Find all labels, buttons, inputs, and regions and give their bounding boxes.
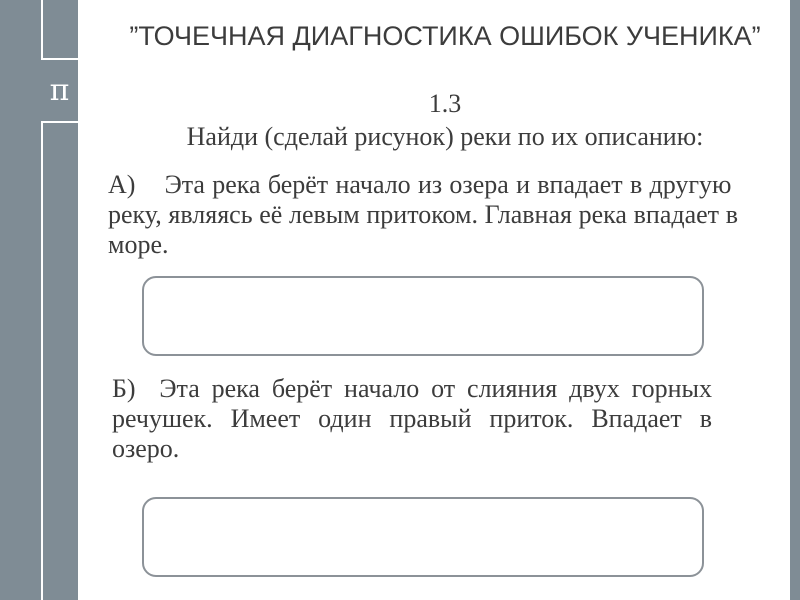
slide-title: ”ТОЧЕЧНАЯ ДИАГНОСТИКА ОШИБОК УЧЕНИКА” (129, 21, 761, 51)
task-b-description: Б) Эта река берёт начало от слияния двух горных речушек. Имеет один правый приток. Впадает в озеро. (112, 374, 712, 463)
pi-glyph: π (49, 73, 70, 108)
task-instruction: Найди (сделай рисунок) реки по их описанию: (186, 122, 704, 151)
task-number: 1.3 (428, 89, 462, 118)
sidebar-edge-line (78, 0, 80, 600)
answer-box-b[interactable] (142, 497, 704, 577)
answer-box-a[interactable] (142, 276, 704, 356)
pi-icon (41, 58, 78, 123)
task-a-description: А) Эта река берёт начало из озера и впадает в другую реку, являясь её левым притоком. Главная река впадает в море. (108, 170, 738, 259)
